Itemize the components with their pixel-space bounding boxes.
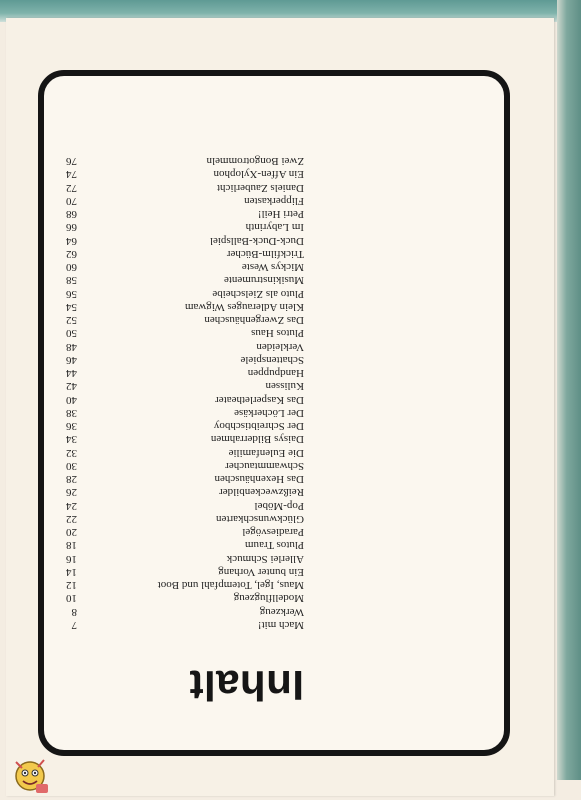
toc-entry-page-number: 64 [66,234,77,247]
toc-entry-page-number: 38 [66,407,77,419]
toc-entry [64,167,304,180]
toc-entry [64,313,304,326]
toc-entry-title: Ein Affen-Xylophon [213,168,304,181]
toc-entry-title: Klein Adlerauges Wigwam [184,301,304,313]
toc-entry [64,181,304,194]
toc-entry-page-number: 30 [66,460,77,472]
toc-entry-page-number: 26 [66,486,77,499]
toc-entry-title: Zwei Bongotrommeln [206,155,304,168]
toc-entry-page-number: 20 [66,526,77,539]
toc-entry [64,220,304,233]
toc-entry-title: Pluto als Zielscheibe [212,287,304,300]
toc-entry-page-number: 74 [66,168,77,181]
toc-entry-title: Modellflugzeug [233,592,304,605]
toc-entry [64,618,304,631]
toc-entry-title: Petri Heil! [257,208,304,221]
toc-entry-page-number: 14 [66,566,77,578]
toc-entry [64,552,304,565]
book-cover-edge-right [557,0,581,780]
toc-entry [64,406,304,419]
toc-entry-title: Allerlei Schmuck [226,552,304,565]
toc-entry-page-number: 10 [66,592,77,605]
toc-entry-title: Kulissen [265,380,304,393]
toc-list [64,154,304,631]
toc-entry [64,446,304,459]
toc-entry [64,260,304,273]
toc-entry [64,525,304,538]
toc-entry-page-number: 68 [66,208,77,221]
toc-entry-title: Das Kasperletheater [215,393,304,406]
toc-entry-title: Musikinstrumente [223,274,304,287]
toc-entry-page-number: 28 [66,473,77,486]
toc-entry [64,499,304,512]
toc-entry [64,432,304,445]
toc-entry-page-number: 66 [66,221,77,234]
toc-entry-title: Daniels Zauberlicht [216,181,304,194]
toc-entry [64,234,304,247]
toc-entry-title: Der Löcherkäse [234,407,304,419]
toc-entry [64,194,304,207]
toc-entry-title: Pop-Möbel [254,499,304,512]
toc-entry-page-number: 56 [66,287,77,300]
toc-entry-page-number: 18 [66,539,77,552]
toc-entry-title: Reißzweckenbilder [219,486,304,499]
toc-entry [64,273,304,286]
toc-entry-page-number: 40 [66,393,77,406]
toc-entry-page-number: 72 [66,181,77,194]
toc-entry-page-number: 12 [66,579,77,592]
toc-entry-title: Schwammtaucher [225,460,304,472]
toc-entry-title: Das Hexenhäuschen [214,473,304,486]
toc-entry [64,578,304,591]
toc-entry-page-number: 16 [66,552,77,565]
toc-entry-page-number: 46 [66,354,77,366]
toc-entry-page-number: 22 [66,513,77,525]
toc-entry [64,591,304,604]
toc-entry [64,565,304,578]
cartoon-sticker-icon [8,748,56,796]
toc-entry [64,366,304,379]
toc-entry [64,512,304,525]
toc-entry-page-number: 34 [66,433,77,446]
toc-entry-title: Mickys Weste [241,261,304,274]
toc-entry-title: Trickfilm-Bücher [226,248,304,260]
toc-entry-title: Plutos Haus [251,327,304,340]
toc-entry-title: Daisys Bilderrahmen [210,433,304,446]
toc-entry-page-number: 50 [66,327,77,340]
toc-entry-page-number: 42 [66,380,77,393]
toc-entry-page-number: 48 [66,340,77,353]
toc-entry-title: Im Labyrinth [245,221,304,234]
toc-entry-title: Werkzeug [259,605,304,618]
toc-entry [64,300,304,313]
toc-entry-title: Die Eulenfamilie [228,446,304,459]
toc-content-rotated [44,76,504,750]
toc-entry [64,379,304,392]
toc-entry-title: Duck-Duck-Ballspiel [209,234,304,247]
toc-entry-title: Handpuppen [247,367,304,380]
toc-entry-page-number: 70 [66,195,77,207]
toc-entry-page-number: 54 [66,301,77,313]
toc-entry-page-number: 58 [66,274,77,287]
toc-entry [64,353,304,366]
toc-entry-title: Flipperkasten [244,195,304,207]
toc-entry-title: Schattenspiele [240,354,304,366]
toc-entry-title: Ein bunter Vorhang [218,566,304,578]
toc-entry-page-number: 8 [71,605,77,618]
toc-entry-page-number: 7 [71,619,77,631]
toc-entry [64,154,304,167]
toc-entry-title: Glückwunschkarten [216,513,304,525]
toc-entry [64,247,304,260]
toc-entry-title: Maus, Igel, Totempfahl und Boot [157,579,304,592]
toc-entry-title: Verkleiden [256,340,304,353]
toc-entry-page-number: 44 [66,367,77,380]
toc-entry [64,472,304,485]
toc-heading: Inhalt [189,662,304,709]
toc-entry [64,538,304,551]
toc-entry-page-number: 32 [66,446,77,459]
toc-entry-title: Das Zwergenhäuschen [204,314,304,327]
toc-entry-page-number: 36 [66,420,77,433]
toc-entry [64,419,304,432]
toc-entry [64,340,304,353]
toc-entry-title: Mach mit! [257,619,304,631]
toc-entry [64,287,304,300]
toc-entry-page-number: 24 [66,499,77,512]
toc-entry-page-number: 76 [66,155,77,168]
toc-entry-page-number: 60 [66,261,77,274]
toc-entry-page-number: 52 [66,314,77,327]
toc-entry-title: Der Schreibtischboy [213,420,304,433]
toc-entry [64,393,304,406]
toc-entry [64,485,304,498]
toc-entry-title: Plutos Traum [245,539,304,552]
toc-entry-page-number: 62 [66,248,77,260]
toc-entry-title: Paradiesvögel [242,526,304,539]
toc-entry [64,605,304,618]
toc-entry [64,207,304,220]
toc-entry [64,326,304,339]
toc-entry [64,459,304,472]
